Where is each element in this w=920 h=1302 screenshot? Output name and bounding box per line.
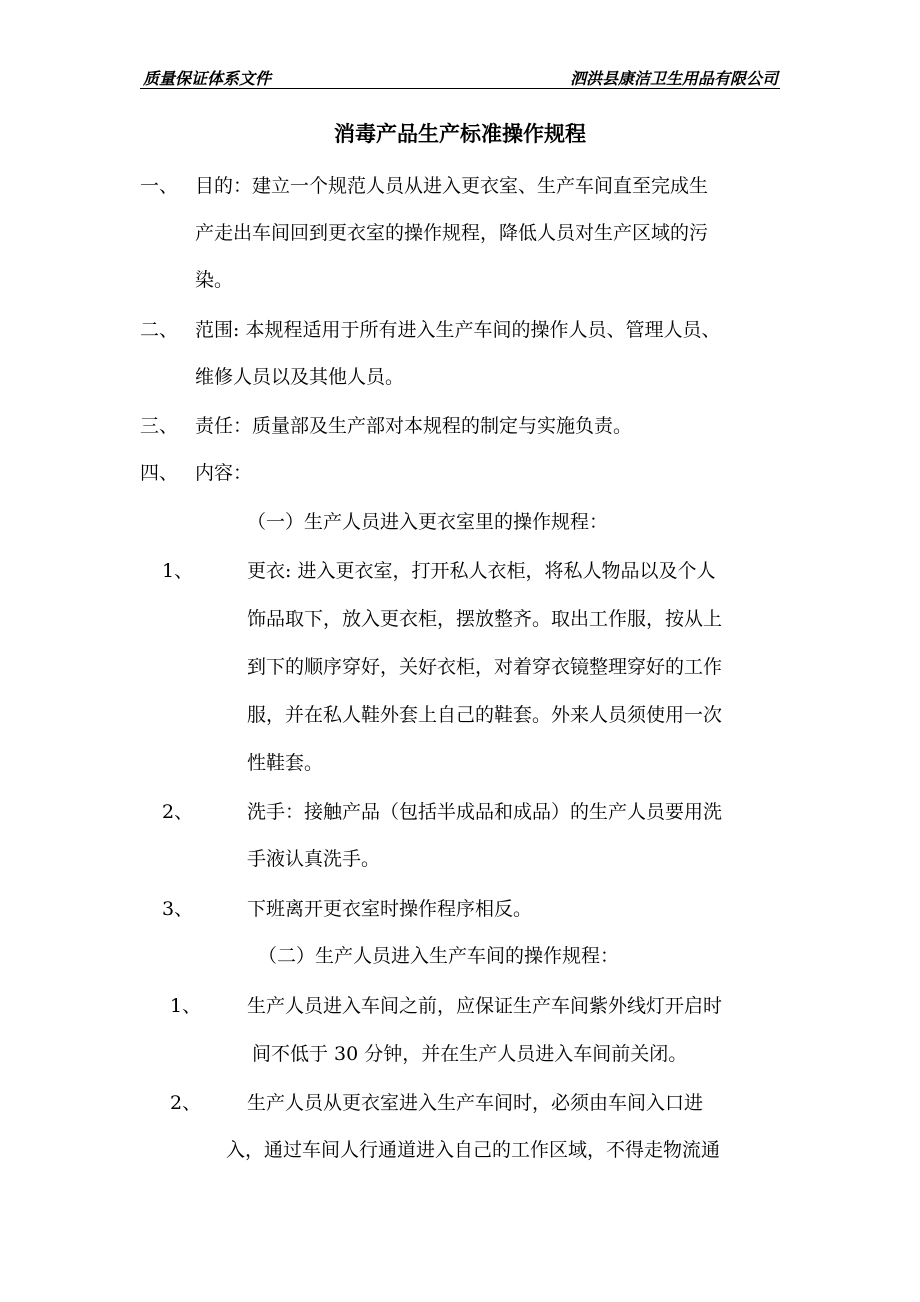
section-4-line: 内容：: [195, 462, 253, 484]
sub1-item-2-number: 2、: [162, 801, 194, 823]
sub2-item-2-number: 2、: [170, 1092, 202, 1114]
document-title: 消毒产品生产标准操作规程: [334, 121, 586, 146]
sub2-item-1-number: 1、: [170, 995, 202, 1017]
sub2-item-2-line: 生产人员从更衣室进入生产车间时，必须由车间入口进: [247, 1092, 704, 1114]
sub1-item-1-line: 服，并在私人鞋外套上自己的鞋套。外来人员须使用一次: [247, 704, 723, 726]
sub1-item-3-line: 下班离开更衣室时操作程序相反。: [247, 898, 533, 920]
section-3-line: 责任：质量部及生产部对本规程的制定与实施负责。: [195, 415, 633, 437]
sub1-item-1-line: 性鞋套。: [247, 752, 324, 774]
section-4-number: 四、: [140, 462, 179, 484]
header-rule: [140, 88, 780, 89]
section-1-line: 目的：建立一个规范人员从进入更衣室、生产车间直至完成生: [195, 175, 709, 197]
sub1-item-1-line: 饰品取下，放入更衣柜，摆放整齐。取出工作服，按从上: [247, 608, 723, 630]
subsection-1-heading: （一）生产人员进入更衣室里的操作规程：: [247, 511, 609, 533]
header-right: 泗洪县康洁卫生用品有限公司: [569, 69, 778, 88]
section-3-number: 三、: [140, 415, 179, 437]
section-1-line: 染。: [195, 269, 234, 291]
sub1-item-2-line: 手液认真洗手。: [247, 848, 381, 870]
sub2-item-1-line: 间不低于 30 分钟，并在生产人员进入车间前关闭。: [252, 1043, 688, 1065]
section-1-line: 产走出车间回到更衣室的操作规程，降低人员对生产区域的污: [195, 222, 709, 244]
sub2-item-2-line: 入，通过车间人行通道进入自己的工作区域，不得走物流通: [226, 1139, 721, 1161]
subsection-2-heading: （二）生产人员进入生产车间的操作规程：: [258, 945, 620, 967]
sub1-item-2-line: 洗手：接触产品（包括半成品和成品）的生产人员要用洗: [247, 801, 723, 823]
sub1-item-1-line: 到下的顺序穿好，关好衣柜，对着穿衣镜整理穿好的工作: [247, 656, 723, 678]
sub2-item-1-line: 生产人员进入车间之前，应保证生产车间紫外线灯开启时: [247, 995, 723, 1017]
section-2-line: 范围: 本规程适用于所有进入生产车间的操作人员、管理人员、: [195, 319, 721, 341]
section-1-number: 一、: [140, 175, 179, 197]
section-2-line: 维修人员以及其他人员。: [195, 366, 405, 388]
sub1-item-1-number: 1、: [162, 560, 194, 582]
sub1-item-3-number: 3、: [162, 898, 194, 920]
header-left: 质量保证体系文件: [143, 69, 272, 88]
sub1-item-1-line: 更衣: 进入更衣室，打开私人衣柜，将私人物品以及个人: [247, 560, 716, 582]
section-2-number: 二、: [140, 319, 179, 341]
